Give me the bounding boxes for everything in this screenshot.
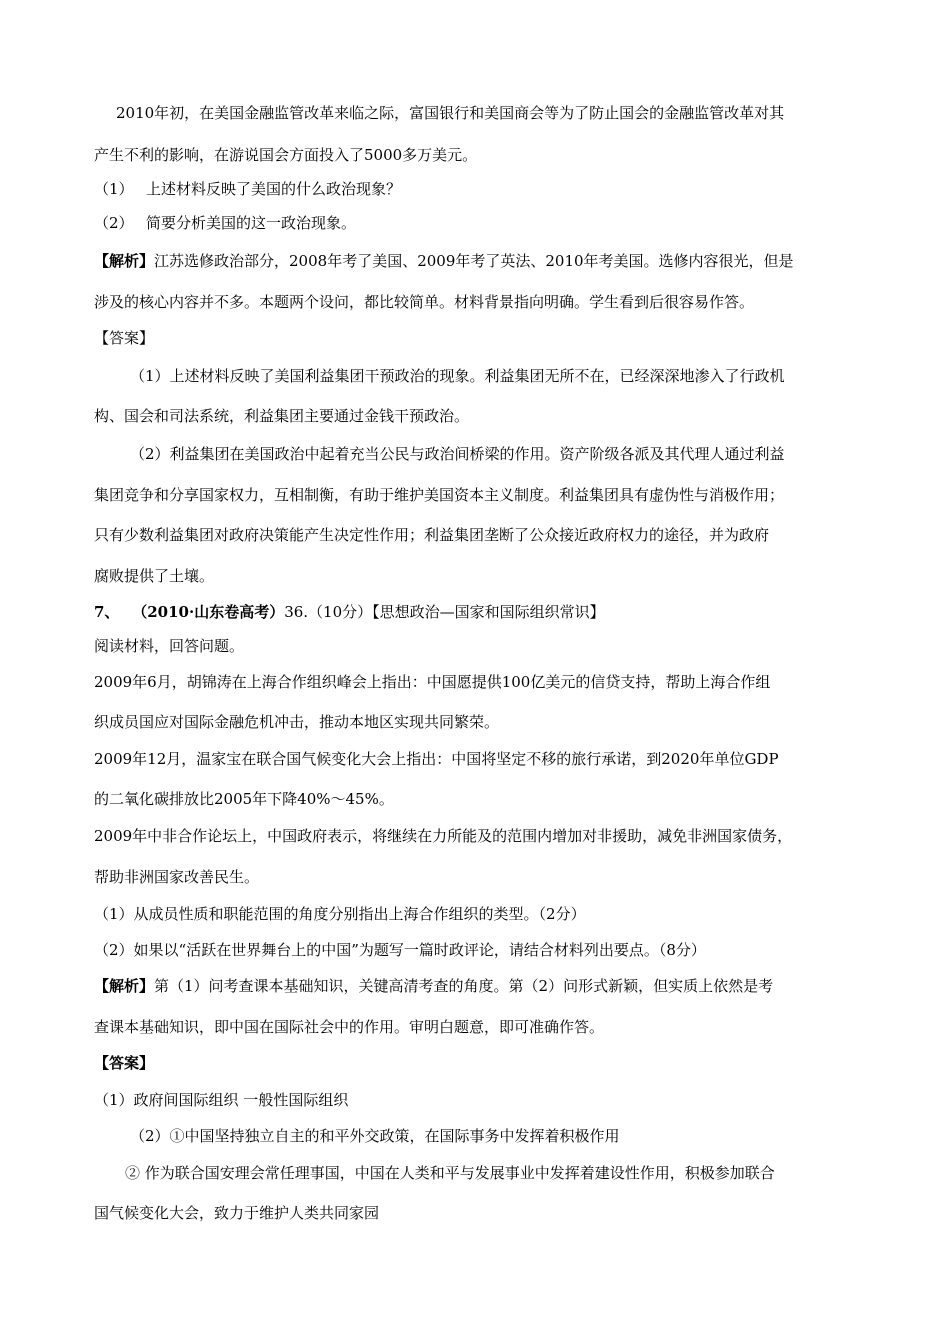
answer-line: （2）①中国坚持独立自主的和平外交政策，在国际事务中发挥着积极作用 [130, 1127, 620, 1145]
question-number: （1） [94, 180, 134, 198]
material-line: 2009年中非合作论坛上，中国政府表示，将继续在力所能及的范围内增加对非援助，减免非洲国家债务， [94, 827, 793, 845]
question-line: （2）如果以“活跃在世界舞台上的中国”为题写一篇时政评论，请结合材料列出要点。（8分） [94, 941, 706, 959]
answer-line: 国气候变化大会，致力于维护人类共同家园 [94, 1204, 380, 1222]
analysis-label: 【解析】 [94, 252, 155, 270]
material-line: 的二氧化碳排放比2005年下降40%～45%。 [94, 790, 394, 808]
answer-line: （1）上述材料反映了美国利益集团干预政治的现象。利益集团无所不在，已经深深地渗入了行政机 [130, 367, 785, 385]
question-heading [94, 602, 605, 622]
question-topic: 【思想政治—国家和国际组织常识】 [372, 603, 605, 621]
answer-line: （1）政府间国际组织 一般性国际组织 [94, 1091, 349, 1109]
material-line: 2010年初，在美国金融监管改革来临之际，富国银行和美国商会等为了防止国会的金融监管改革对其 [116, 104, 785, 122]
question-number: （2） [94, 214, 134, 232]
analysis-text: 第（1）问考查课本基础知识，关键高清考查的角度。第（2）问形式新颖，但实质上依然是考 [154, 977, 774, 995]
answer-line: 腐败提供了土壤。 [94, 567, 215, 585]
material-line: 织成员国应对国际金融危机冲击，推动本地区实现共同繁荣。 [94, 713, 500, 731]
answer-line: 只有少数利益集团对政府决策能产生决定性作用；利益集团垄断了公众接近政府权力的途径，并为政府 [94, 526, 770, 544]
analysis-line [94, 976, 773, 996]
answer-line: 集团竞争和分享国家权力，互相制衡，有助于维护美国资本主义制度。利益集团具有虚伪性与消极作用； [94, 486, 785, 504]
analysis-text: 江苏选修政治部分，2008年考了美国、2009年考了英法、2010年考美国。选修内容很光，但是 [154, 252, 794, 270]
question-line: （1）从成员性质和职能范围的角度分别指出上海合作组织的类型。（2分） [94, 905, 586, 923]
answer-line: （2）利益集团在美国政治中起着充当公民与政治间桥梁的作用。资产阶级各派及其代理人通过利益 [130, 445, 785, 463]
answer-label: 【答案】 [94, 329, 155, 347]
material-line: 2009年6月，胡锦涛在上海合作组织峰会上指出：中国愿提供100亿美元的信贷支持，帮助上海合作组 [94, 673, 771, 691]
question-source: （2010·山东卷高考） [132, 603, 285, 621]
material-line: 2009年12月，温家宝在联合国气候变化大会上指出：中国将坚定不移的旅行承诺，到2020年单位GDP [94, 750, 779, 768]
question-line [94, 213, 356, 233]
question-meta: 36.（10分） [284, 603, 373, 621]
question-text: 上述材料反映了美国的什么政治现象？ [146, 180, 402, 198]
answer-label: 【答案】 [94, 1054, 155, 1072]
answer-line: ② 作为联合国安理会常任理事国，中国在人类和平与发展事业中发挥着建设性作用，积极参加联合 [125, 1164, 775, 1182]
analysis-line [94, 251, 794, 271]
analysis-line: 涉及的核心内容并不多。本题两个设问，都比较简单。材料背景指向明确。学生看到后很容易作答。 [94, 293, 755, 311]
answer-line: 构、国会和司法系统，利益集团主要通过金钱干预政治。 [94, 407, 470, 425]
instruction-line: 阅读材料，回答问题。 [94, 637, 245, 655]
question-number: 7、 [94, 603, 120, 621]
analysis-label: 【解析】 [94, 977, 155, 995]
material-line: 产生不利的影响，在游说国会方面投入了5000多万美元。 [94, 146, 478, 164]
material-line: 帮助非洲国家改善民生。 [94, 868, 260, 886]
question-text: 简要分析美国的这一政治现象。 [146, 214, 357, 232]
analysis-line: 查课本基础知识，即中国在国际社会中的作用。审明白题意，即可准确作答。 [94, 1018, 605, 1036]
question-line [94, 179, 401, 199]
